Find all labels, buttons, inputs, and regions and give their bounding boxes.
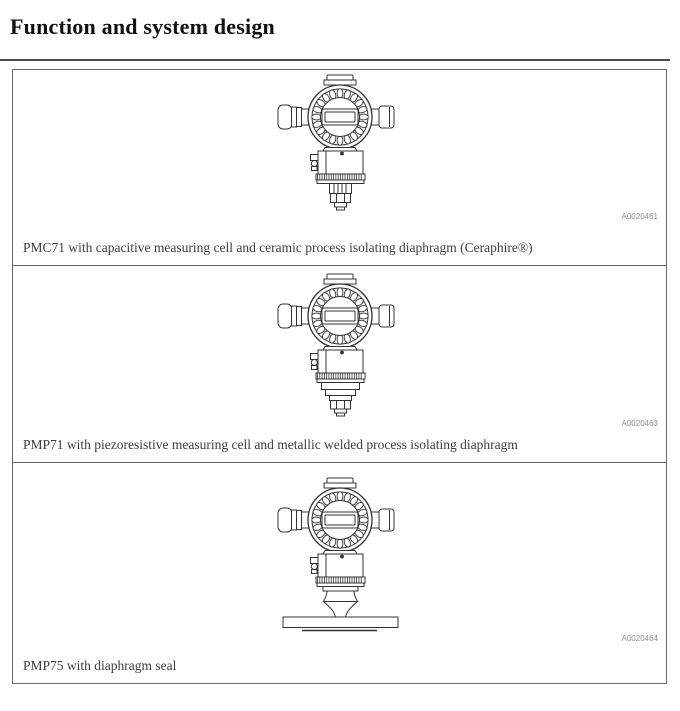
figure-code: A0020463 <box>621 419 658 428</box>
figure-area <box>13 463 666 633</box>
transmitter-head-icon <box>278 478 394 552</box>
figure-box-pmc71 <box>12 69 667 266</box>
flange-diaphragm-seal-icon <box>283 587 398 631</box>
figure-box-pmp71 <box>12 265 667 463</box>
figure-code: A0020461 <box>621 212 658 221</box>
figure-list <box>12 69 667 684</box>
transmitter-head-icon <box>278 274 394 348</box>
transmitter-head-icon <box>278 75 394 149</box>
figure-area <box>13 266 666 418</box>
threaded-connection-icon <box>329 184 351 211</box>
pmc71-transmitter-drawing <box>268 73 412 211</box>
figure-caption: PMP71 with piezoresistive measuring cell and metallic welded process isolating diaphragm <box>23 437 518 452</box>
figure-area <box>13 70 666 211</box>
figure-box-pmp75 <box>12 462 667 684</box>
figure-caption: PMP75 with diaphragm seal <box>23 658 177 673</box>
document-page <box>0 14 680 684</box>
figure-code: A0020464 <box>621 634 658 643</box>
pmp75-transmitter-drawing <box>268 476 412 633</box>
transmitter-body-icon <box>310 551 365 587</box>
transmitter-body-icon <box>310 347 365 383</box>
pmp71-transmitter-drawing <box>268 272 412 418</box>
transmitter-body-icon <box>310 148 365 184</box>
stepped-cone-connection-icon <box>321 383 359 417</box>
title-rule <box>0 59 670 61</box>
figure-caption: PMC71 with capacitive measuring cell and ceramic process isolating diaphragm (Ceraphire®) <box>23 240 533 255</box>
page-title: Function and system design <box>10 14 275 39</box>
